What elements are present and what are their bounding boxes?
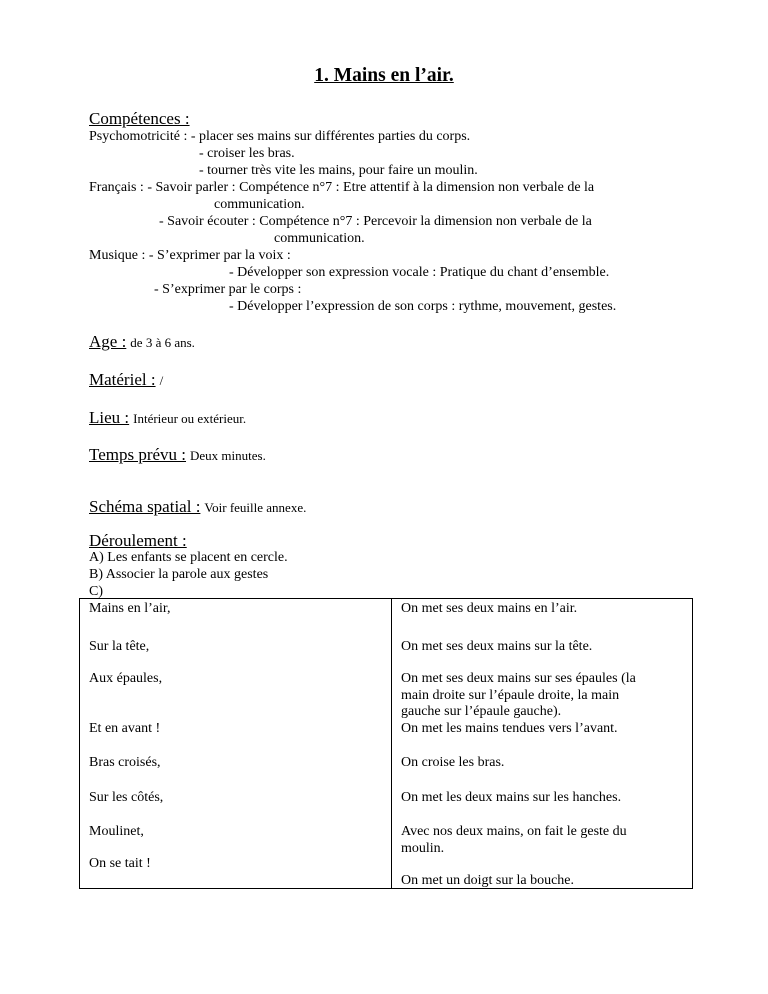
competence-line: Musique : - S’exprimer par la voix : [89,248,291,263]
step-gesture: On met les deux mains sur les hanches. [401,790,622,805]
competence-line: - Développer son expression vocale : Pratique du chant d’ensemble. [229,265,610,280]
step-phrase: Bras croisés, [89,755,161,770]
deroulement-line: C) [89,584,103,599]
age-row [89,332,195,352]
step-phrase: Et en avant ! [89,721,161,736]
step-gesture: Avec nos deux mains, on fait le geste du [401,824,627,839]
deroulement-line: B) Associer la parole aux gestes [89,567,269,582]
step-phrase: Mains en l’air, [89,601,171,616]
steps-table [79,598,693,889]
step-phrase: Moulinet, [89,824,144,839]
competence-line: - Développer l’expression de son corps : rythme, mouvement, gestes. [229,299,617,314]
materiel-label: Matériel : [89,370,156,389]
step-gesture: On met les mains tendues vers l’avant. [401,721,618,736]
step-phrase: Sur la tête, [89,639,150,654]
lieu-row [89,408,246,428]
lieu-value: Intérieur ou extérieur. [133,411,247,426]
step-gesture: main droite sur l’épaule droite, la main [401,688,620,703]
step-gesture: On met ses deux mains sur la tête. [401,639,593,654]
step-phrase: Aux épaules, [89,671,163,686]
schema-value: Voir feuille annexe. [204,500,307,515]
schema-row [89,497,306,517]
step-gesture: moulin. [401,841,445,856]
lieu-label: Lieu : [89,408,130,427]
steps-right-column [392,599,693,889]
step-gesture: On met ses deux mains sur ses épaules (la [401,671,636,686]
competence-line: - tourner très vite les mains, pour faire un moulin. [199,163,478,178]
step-gesture: On met ses deux mains en l’air. [401,601,578,616]
competence-line: communication. [274,231,365,246]
page-title: 1. Mains en l’air. [314,65,454,86]
competence-line: - croiser les bras. [199,146,295,161]
step-phrase: Sur les côtés, [89,790,164,805]
age-label: Age : [89,332,127,351]
competence-line: Psychomotricité : - placer ses mains sur différentes parties du corps. [89,129,471,144]
age-value: de 3 à 6 ans. [130,335,195,350]
deroulement-line: A) Les enfants se placent en cercle. [89,550,288,565]
competence-line: communication. [214,197,305,212]
step-gesture: gauche sur l’épaule gauche). [401,704,562,719]
competences-heading: Compétences : [89,109,190,128]
materiel-value: / [159,373,164,388]
step-gesture: On croise les bras. [401,755,505,770]
step-gesture: On met un doigt sur la bouche. [401,873,575,888]
temps-label: Temps prévu : [89,445,187,464]
materiel-row [89,370,163,390]
temps-row [89,445,266,465]
steps-left-column [80,599,392,889]
competence-line: - Savoir écouter : Compétence n°7 : Percevoir la dimension non verbale de la [159,214,592,229]
competence-line: Français : - Savoir parler : Compétence n°7 : Etre attentif à la dimension non verbale de la [89,180,595,195]
schema-label: Schéma spatial : [89,497,201,516]
temps-value: Deux minutes. [190,448,266,463]
deroulement-heading: Déroulement : [89,531,187,550]
competence-line: - S’exprimer par le corps : [154,282,302,297]
step-phrase: On se tait ! [89,856,151,871]
